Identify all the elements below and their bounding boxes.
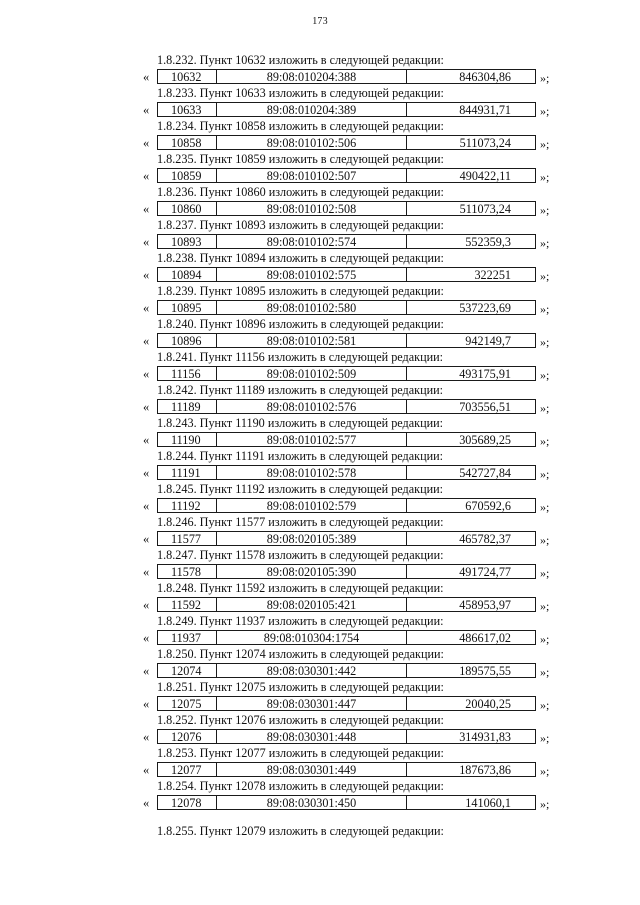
cadastral-number-cell: 89:08:020105:390	[217, 565, 407, 578]
amendment-item	[143, 52, 563, 85]
item-number-cell: 11156	[158, 367, 217, 380]
opening-quote: «	[143, 334, 150, 348]
item-number-cell: 11577	[158, 532, 217, 545]
cadastral-value-cell: 844931,71	[459, 103, 511, 116]
row-cells	[157, 729, 536, 744]
item-heading: 1.8.246. Пункт 11577 изложить в следующей редакции:	[157, 515, 444, 529]
cadastral-value-cell: 490422,11	[459, 169, 511, 182]
final-item-heading: 1.8.255. Пункт 12079 изложить в следующей редакции:	[157, 824, 444, 838]
closing-quote: »;	[540, 434, 550, 448]
item-number-cell: 10859	[158, 169, 217, 182]
amendments-list	[143, 52, 563, 811]
row-cells	[157, 399, 536, 414]
item-heading: 1.8.251. Пункт 12075 изложить в следующей редакции:	[157, 680, 444, 694]
opening-quote: «	[143, 400, 150, 414]
table-row	[143, 597, 563, 613]
amendment-item	[143, 646, 563, 679]
closing-quote: »;	[540, 137, 550, 151]
item-heading: 1.8.242. Пункт 11189 изложить в следующей редакции:	[157, 383, 444, 397]
row-cells	[157, 168, 536, 183]
cadastral-value-cell: 670592,6	[465, 499, 511, 512]
opening-quote: «	[143, 202, 150, 216]
item-number-cell: 11191	[158, 466, 217, 479]
table-row	[143, 102, 563, 118]
item-number-cell: 12074	[158, 664, 217, 677]
item-heading: 1.8.234. Пункт 10858 изложить в следующей редакции:	[157, 119, 444, 133]
cadastral-number-cell: 89:08:010102:577	[217, 433, 407, 446]
closing-quote: »;	[540, 170, 550, 184]
table-row	[143, 333, 563, 349]
row-cells	[157, 762, 536, 777]
cadastral-value-cell: 141060,1	[465, 796, 511, 809]
cadastral-value-cell: 491724,77	[459, 565, 511, 578]
row-cells	[157, 630, 536, 645]
row-cells	[157, 498, 536, 513]
cadastral-value-cell: 846304,86	[459, 70, 511, 83]
cadastral-number-cell: 89:08:020105:389	[217, 532, 407, 545]
closing-quote: »;	[540, 335, 550, 349]
table-row	[143, 399, 563, 415]
closing-quote: »;	[540, 302, 550, 316]
amendment-item	[143, 679, 563, 712]
cadastral-number-cell: 89:08:010102:580	[217, 301, 407, 314]
item-number-cell: 10860	[158, 202, 217, 215]
cadastral-number-cell: 89:08:010102:574	[217, 235, 407, 248]
item-heading: 1.8.249. Пункт 11937 изложить в следующей редакции:	[157, 614, 444, 628]
closing-quote: »;	[540, 71, 550, 85]
item-heading: 1.8.239. Пункт 10895 изложить в следующей редакции:	[157, 284, 444, 298]
item-heading: 1.8.238. Пункт 10894 изложить в следующей редакции:	[157, 251, 444, 265]
item-number-cell: 12077	[158, 763, 217, 776]
closing-quote: »;	[540, 467, 550, 481]
amendment-item	[143, 184, 563, 217]
table-row	[143, 465, 563, 481]
item-number-cell: 12076	[158, 730, 217, 743]
row-cells	[157, 531, 536, 546]
amendment-item	[143, 778, 563, 811]
amendment-item	[143, 514, 563, 547]
closing-quote: »;	[540, 797, 550, 811]
opening-quote: «	[143, 598, 150, 612]
row-cells	[157, 432, 536, 447]
cadastral-number-cell: 89:08:010204:388	[217, 70, 407, 83]
amendment-item	[143, 712, 563, 745]
row-cells	[157, 267, 536, 282]
row-cells	[157, 201, 536, 216]
opening-quote: «	[143, 268, 150, 282]
opening-quote: «	[143, 103, 150, 117]
table-row	[143, 663, 563, 679]
item-heading: 1.8.235. Пункт 10859 изложить в следующей редакции:	[157, 152, 444, 166]
cadastral-number-cell: 89:08:010102:581	[217, 334, 407, 347]
closing-quote: »;	[540, 368, 550, 382]
opening-quote: «	[143, 730, 150, 744]
item-heading: 1.8.241. Пункт 11156 изложить в следующей редакции:	[157, 350, 444, 364]
amendment-item	[143, 250, 563, 283]
closing-quote: »;	[540, 698, 550, 712]
amendment-item	[143, 613, 563, 646]
row-cells	[157, 597, 536, 612]
amendment-item	[143, 118, 563, 151]
cadastral-number-cell: 89:08:010102:508	[217, 202, 407, 215]
opening-quote: «	[143, 433, 150, 447]
cadastral-number-cell: 89:08:010102:507	[217, 169, 407, 182]
amendment-item	[143, 415, 563, 448]
opening-quote: «	[143, 499, 150, 513]
cadastral-value-cell: 942149,7	[465, 334, 511, 347]
closing-quote: »;	[540, 731, 550, 745]
item-heading: 1.8.253. Пункт 12077 изложить в следующей редакции:	[157, 746, 444, 760]
opening-quote: «	[143, 532, 150, 546]
table-row	[143, 234, 563, 250]
cadastral-number-cell: 89:08:030301:442	[217, 664, 407, 677]
table-row	[143, 432, 563, 448]
opening-quote: «	[143, 796, 150, 810]
item-number-cell: 12075	[158, 697, 217, 710]
item-heading: 1.8.232. Пункт 10632 изложить в следующей редакции:	[157, 53, 444, 67]
cadastral-number-cell: 89:08:010102:576	[217, 400, 407, 413]
item-heading: 1.8.240. Пункт 10896 изложить в следующей редакции:	[157, 317, 444, 331]
table-row	[143, 201, 563, 217]
closing-quote: »;	[540, 401, 550, 415]
item-number-cell: 10632	[158, 70, 217, 83]
closing-quote: »;	[540, 104, 550, 118]
item-heading: 1.8.237. Пункт 10893 изложить в следующей редакции:	[157, 218, 444, 232]
item-number-cell: 11190	[158, 433, 217, 446]
closing-quote: »;	[540, 764, 550, 778]
opening-quote: «	[143, 664, 150, 678]
cadastral-number-cell: 89:08:010102:578	[217, 466, 407, 479]
row-cells	[157, 234, 536, 249]
table-row	[143, 729, 563, 745]
amendment-item	[143, 448, 563, 481]
cadastral-value-cell: 511073,24	[459, 136, 511, 149]
cadastral-number-cell: 89:08:010204:389	[217, 103, 407, 116]
amendment-item	[143, 217, 563, 250]
table-row	[143, 630, 563, 646]
item-number-cell: 10896	[158, 334, 217, 347]
item-number-cell: 10894	[158, 268, 217, 281]
amendment-item	[143, 481, 563, 514]
item-number-cell: 11937	[158, 631, 217, 644]
closing-quote: »;	[540, 599, 550, 613]
cadastral-value-cell: 314931,83	[459, 730, 511, 743]
item-heading: 1.8.252. Пункт 12076 изложить в следующей редакции:	[157, 713, 444, 727]
row-cells	[157, 300, 536, 315]
row-cells	[157, 102, 536, 117]
cadastral-number-cell: 89:08:030301:449	[217, 763, 407, 776]
cadastral-value-cell: 189575,55	[459, 664, 511, 677]
cadastral-number-cell: 89:08:030301:448	[217, 730, 407, 743]
cadastral-value-cell: 322251	[474, 268, 511, 281]
row-cells	[157, 135, 536, 150]
amendment-item	[143, 580, 563, 613]
item-heading: 1.8.233. Пункт 10633 изложить в следующей редакции:	[157, 86, 444, 100]
table-row	[143, 366, 563, 382]
cadastral-value-cell: 465782,37	[459, 532, 511, 545]
amendment-item	[143, 316, 563, 349]
item-number-cell: 10633	[158, 103, 217, 116]
cadastral-number-cell: 89:08:010102:506	[217, 136, 407, 149]
item-number-cell: 10895	[158, 301, 217, 314]
item-heading: 1.8.248. Пункт 11592 изложить в следующей редакции:	[157, 581, 444, 595]
closing-quote: »;	[540, 533, 550, 547]
row-cells	[157, 465, 536, 480]
item-number-cell: 11592	[158, 598, 217, 611]
cadastral-value-cell: 542727,84	[459, 466, 511, 479]
item-heading: 1.8.254. Пункт 12078 изложить в следующей редакции:	[157, 779, 444, 793]
closing-quote: »;	[540, 203, 550, 217]
opening-quote: «	[143, 367, 150, 381]
item-number-cell: 11192	[158, 499, 217, 512]
closing-quote: »;	[540, 500, 550, 514]
item-number-cell: 10893	[158, 235, 217, 248]
opening-quote: «	[143, 70, 150, 84]
item-heading: 1.8.244. Пункт 11191 изложить в следующей редакции:	[157, 449, 444, 463]
row-cells	[157, 366, 536, 381]
table-row	[143, 564, 563, 580]
item-heading: 1.8.236. Пункт 10860 изложить в следующей редакции:	[157, 185, 444, 199]
table-row	[143, 135, 563, 151]
closing-quote: »;	[540, 632, 550, 646]
cadastral-value-cell: 20040,25	[465, 697, 511, 710]
row-cells	[157, 663, 536, 678]
page-number: 173	[312, 16, 328, 27]
cadastral-value-cell: 537223,69	[459, 301, 511, 314]
item-number-cell: 12078	[158, 796, 217, 809]
opening-quote: «	[143, 235, 150, 249]
cadastral-number-cell: 89:08:010102:579	[217, 499, 407, 512]
opening-quote: «	[143, 136, 150, 150]
opening-quote: «	[143, 466, 150, 480]
table-row	[143, 69, 563, 85]
item-heading: 1.8.243. Пункт 11190 изложить в следующей редакции:	[157, 416, 444, 430]
row-cells	[157, 564, 536, 579]
cadastral-number-cell: 89:08:010102:575	[217, 268, 407, 281]
table-row	[143, 696, 563, 712]
amendment-item	[143, 283, 563, 316]
closing-quote: »;	[540, 566, 550, 580]
closing-quote: »;	[540, 236, 550, 250]
amendment-item	[143, 151, 563, 184]
item-number-cell: 11578	[158, 565, 217, 578]
opening-quote: «	[143, 697, 150, 711]
amendment-item	[143, 85, 563, 118]
item-heading: 1.8.247. Пункт 11578 изложить в следующей редакции:	[157, 548, 444, 562]
cadastral-value-cell: 305689,25	[459, 433, 511, 446]
item-heading: 1.8.245. Пункт 11192 изложить в следующей редакции:	[157, 482, 444, 496]
item-number-cell: 11189	[158, 400, 217, 413]
row-cells	[157, 69, 536, 84]
cadastral-value-cell: 493175,91	[459, 367, 511, 380]
opening-quote: «	[143, 763, 150, 777]
opening-quote: «	[143, 631, 150, 645]
amendment-item	[143, 745, 563, 778]
closing-quote: »;	[540, 269, 550, 283]
amendment-item	[143, 382, 563, 415]
item-number-cell: 10858	[158, 136, 217, 149]
closing-quote: »;	[540, 665, 550, 679]
item-heading: 1.8.250. Пункт 12074 изложить в следующей редакции:	[157, 647, 444, 661]
cadastral-number-cell: 89:08:030301:447	[217, 697, 407, 710]
row-cells	[157, 696, 536, 711]
cadastral-value-cell: 187673,86	[459, 763, 511, 776]
amendment-item	[143, 349, 563, 382]
table-row	[143, 762, 563, 778]
cadastral-value-cell: 552359,3	[465, 235, 511, 248]
table-row	[143, 531, 563, 547]
table-row	[143, 795, 563, 811]
cadastral-value-cell: 458953,97	[459, 598, 511, 611]
cadastral-value-cell: 511073,24	[459, 202, 511, 215]
amendment-item	[143, 547, 563, 580]
table-row	[143, 267, 563, 283]
cadastral-value-cell: 703556,51	[459, 400, 511, 413]
opening-quote: «	[143, 565, 150, 579]
cadastral-number-cell: 89:08:030301:450	[217, 796, 407, 809]
table-row	[143, 168, 563, 184]
cadastral-number-cell: 89:08:010304:1754	[217, 631, 407, 644]
row-cells	[157, 795, 536, 810]
cadastral-number-cell: 89:08:010102:509	[217, 367, 407, 380]
cadastral-value-cell: 486617,02	[459, 631, 511, 644]
opening-quote: «	[143, 301, 150, 315]
row-cells	[157, 333, 536, 348]
opening-quote: «	[143, 169, 150, 183]
table-row	[143, 300, 563, 316]
table-row	[143, 498, 563, 514]
cadastral-number-cell: 89:08:020105:421	[217, 598, 407, 611]
